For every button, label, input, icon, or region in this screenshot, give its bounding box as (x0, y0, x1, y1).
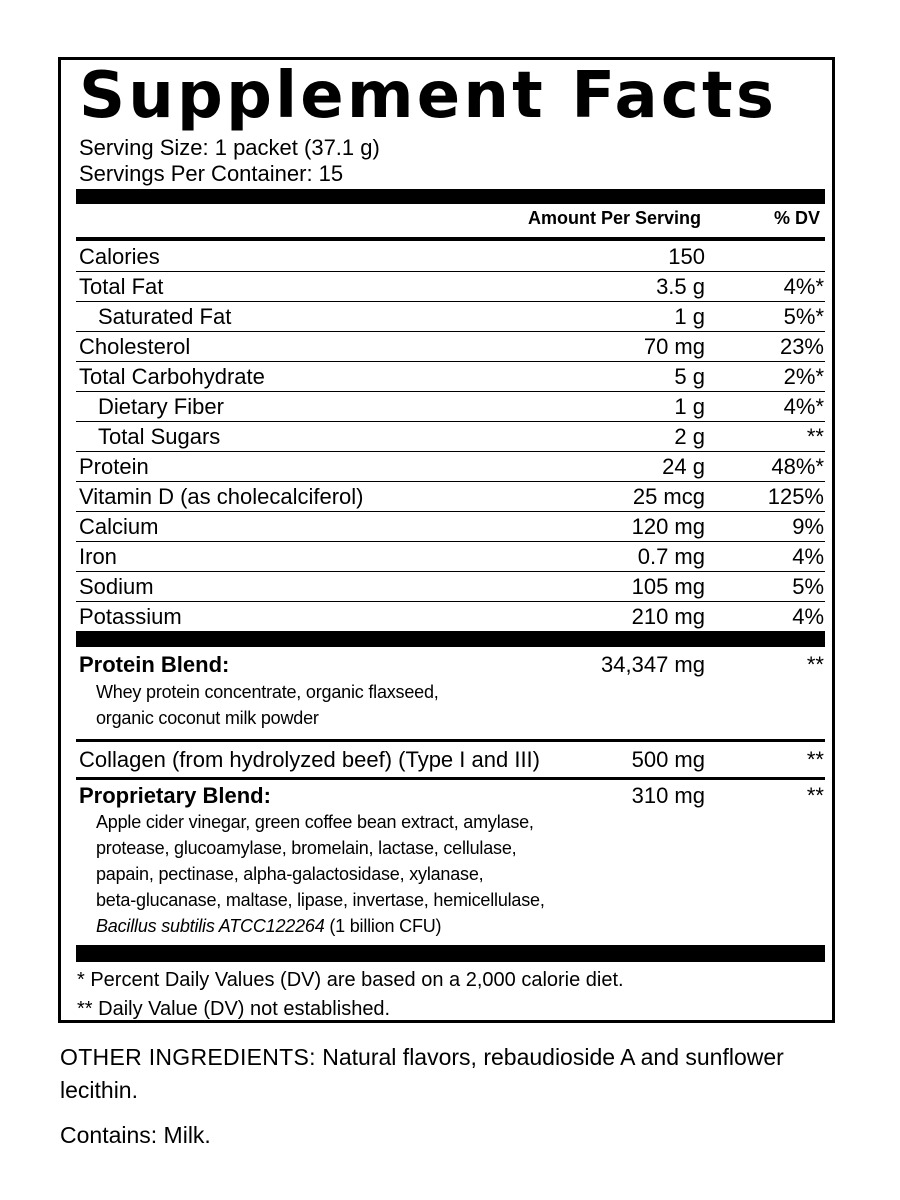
amount-per-serving-header: Amount Per Serving (527, 208, 701, 228)
blend-ingredients-line: Whey protein concentrate, organic flaxseed, (96, 682, 439, 702)
nutrient-dv: 23% (779, 334, 824, 359)
nutrient-name: Potassium (79, 604, 182, 629)
nutrient-dv: 9% (792, 514, 824, 539)
blend-ingredients-line: papain, pectinase, alpha-galactosidase, xylanase, (96, 864, 484, 884)
collagen-amount: 500 mg (631, 747, 705, 772)
nutrient-dv: 5% (792, 574, 824, 599)
blend-dv: ** (806, 783, 824, 808)
nutrient-amount: 5 g (674, 364, 705, 389)
nutrient-dv: 2%* (783, 364, 824, 389)
nutrient-row-total-carbohydrate (76, 361, 825, 391)
nutrient-dv: 48%* (771, 454, 824, 479)
nutrient-row-total-sugars (76, 421, 825, 451)
nutrient-dv: ** (806, 424, 824, 449)
nutrient-amount: 0.7 mg (637, 544, 705, 569)
nutrient-name: Cholesterol (79, 334, 191, 359)
nutrient-row-sodium (76, 571, 825, 601)
other-ingredients-heading: OTHER INGREDIENTS: (60, 1044, 316, 1070)
section-divider (76, 777, 825, 780)
nutrient-name: Protein (79, 454, 149, 479)
collagen-name: Collagen (from hydrolyzed beef) (Type I and III) (79, 747, 540, 772)
blend-ingredients-line: protease, glucoamylase, bromelain, lactase, cellulase, (96, 838, 517, 858)
nutrient-amount: 70 mg (643, 334, 705, 359)
nutrient-row-dietary-fiber (76, 391, 825, 421)
blend-amount: 310 mg (631, 783, 705, 808)
nutrient-amount: 2 g (674, 424, 705, 449)
section-divider (76, 739, 825, 742)
thick-divider (76, 189, 825, 204)
protein-blend-section (76, 652, 825, 732)
thick-divider (76, 945, 825, 962)
proprietary-blend-section (76, 783, 825, 943)
blend-amount: 34,347 mg (601, 652, 705, 677)
panel-title: Supplement Facts (79, 59, 778, 133)
nutrient-amount: 24 g (662, 454, 705, 479)
blend-ingredients-line: Apple cider vinegar, green coffee bean extract, amylase, (96, 812, 534, 832)
nutrient-row-vitamin-d (76, 481, 825, 511)
nutrient-name: Calories (79, 244, 160, 269)
nutrient-row-calories (76, 241, 825, 271)
dv-header: % DV (773, 208, 820, 228)
nutrient-dv: 4% (792, 544, 824, 569)
nutrient-name: Iron (79, 544, 117, 569)
nutrient-amount: 150 (668, 244, 705, 269)
nutrient-row-cholesterol (76, 331, 825, 361)
nutrient-name: Total Sugars (98, 424, 221, 449)
blend-name: Proprietary Blend: (79, 783, 271, 808)
nutrient-name: Total Fat (79, 274, 164, 299)
blend-ingredients-line: beta-glucanase, maltase, lipase, invertase, hemicellulase, (96, 890, 545, 910)
nutrient-amount: 1 g (674, 304, 705, 329)
nutrient-row-calcium (76, 511, 825, 541)
nutrient-row-iron (76, 541, 825, 571)
other-ingredients (60, 1041, 850, 1107)
nutrient-row-total-fat (76, 271, 825, 301)
supplement-facts-panel (58, 57, 835, 1023)
nutrient-dv: 4% (792, 604, 824, 629)
nutrient-name: Saturated Fat (98, 304, 232, 329)
footnote-not-established: ** Daily Value (DV) not established. (77, 998, 391, 1020)
blend-ingredients-last-line (96, 913, 441, 939)
allergen-statement: Contains: Milk. (60, 1122, 211, 1148)
nutrient-dv: 4%* (783, 394, 824, 419)
nutrient-dv: 125% (767, 484, 824, 509)
nutrient-name: Dietary Fiber (98, 394, 224, 419)
servings-per-container: Servings Per Container: 15 (79, 161, 344, 186)
blend-name: Protein Blend: (79, 652, 230, 677)
nutrient-amount: 120 mg (631, 514, 705, 539)
blend-dv: ** (806, 652, 824, 677)
nutrient-table (76, 241, 825, 631)
nutrient-amount: 3.5 g (656, 274, 705, 299)
collagen-row (76, 747, 825, 775)
nutrient-amount: 1 g (674, 394, 705, 419)
thick-divider (76, 631, 825, 647)
nutrient-dv: 4%* (783, 274, 824, 299)
nutrient-amount: 210 mg (631, 604, 705, 629)
collagen-dv: ** (806, 747, 824, 772)
nutrient-name: Total Carbohydrate (79, 364, 265, 389)
cfu-count: (1 billion CFU) (324, 916, 442, 936)
nutrient-amount: 25 mcg (632, 484, 705, 509)
blend-ingredients-line: organic coconut milk powder (96, 708, 319, 728)
nutrient-dv: 5%* (783, 304, 824, 329)
nutrient-row-saturated-fat (76, 301, 825, 331)
footnote-dv: * Percent Daily Values (DV) are based on a 2,000 calorie diet. (77, 969, 624, 991)
serving-size: Serving Size: 1 packet (37.1 g) (79, 135, 380, 160)
nutrient-amount: 105 mg (631, 574, 705, 599)
nutrient-row-potassium (76, 601, 825, 631)
nutrient-name: Vitamin D (as cholecalciferol) (79, 484, 364, 509)
other-ingredients-text: Natural flavors, rebaudioside A and sunflower lecithin. (60, 1044, 784, 1103)
organism-name: Bacillus subtilis ATCC122264 (96, 916, 325, 936)
nutrient-name: Sodium (79, 574, 154, 599)
nutrient-name: Calcium (79, 514, 159, 539)
nutrient-row-protein (76, 451, 825, 481)
